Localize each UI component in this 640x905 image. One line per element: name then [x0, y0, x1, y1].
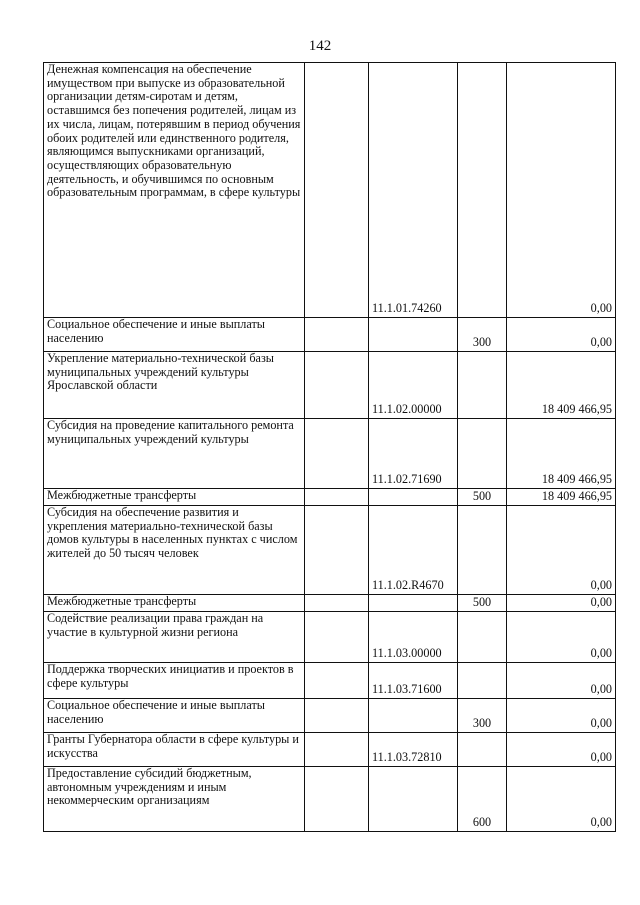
row-type — [458, 352, 507, 419]
row-code: 11.1.03.71600 — [369, 663, 458, 699]
row-dept — [305, 506, 369, 595]
table-row — [44, 595, 616, 612]
row-dept — [305, 595, 369, 612]
table-row — [44, 63, 616, 318]
row-amount: 0,00 — [507, 63, 616, 318]
row-dept — [305, 419, 369, 489]
row-amount: 18 409 466,95 — [507, 352, 616, 419]
row-type — [458, 612, 507, 663]
table-row — [44, 699, 616, 733]
row-name: Межбюджетные трансферты — [44, 595, 305, 612]
table-row — [44, 419, 616, 489]
row-name: Поддержка творческих инициатив и проектов в сфере культуры — [44, 663, 305, 699]
row-amount: 0,00 — [507, 733, 616, 767]
row-amount: 0,00 — [507, 663, 616, 699]
row-dept — [305, 663, 369, 699]
table-row — [44, 663, 616, 699]
row-code — [369, 595, 458, 612]
row-type — [458, 63, 507, 318]
row-name: Социальное обеспечение и иные выплаты населению — [44, 699, 305, 733]
row-dept — [305, 699, 369, 733]
page-number: 142 — [308, 38, 332, 54]
row-code — [369, 489, 458, 506]
row-amount: 0,00 — [507, 612, 616, 663]
row-code — [369, 767, 458, 832]
row-code: 11.1.02.R4670 — [369, 506, 458, 595]
row-dept — [305, 767, 369, 832]
row-code: 11.1.02.71690 — [369, 419, 458, 489]
row-amount: 18 409 466,95 — [507, 489, 616, 506]
row-type — [458, 733, 507, 767]
row-dept — [305, 489, 369, 506]
table-row — [44, 352, 616, 419]
table-row — [44, 489, 616, 506]
row-name: Гранты Губернатора области в сфере культуры и искусства — [44, 733, 305, 767]
row-amount: 0,00 — [507, 318, 616, 352]
table-row — [44, 767, 616, 832]
row-type: 600 — [458, 767, 507, 832]
row-type — [458, 419, 507, 489]
row-type: 300 — [458, 318, 507, 352]
row-amount: 0,00 — [507, 506, 616, 595]
row-type: 500 — [458, 595, 507, 612]
row-type: 300 — [458, 699, 507, 733]
row-amount: 0,00 — [507, 699, 616, 733]
row-dept — [305, 612, 369, 663]
row-name: Субсидия на проведение капитального ремонта муниципальных учреждений культуры — [44, 419, 305, 489]
row-amount: 0,00 — [507, 595, 616, 612]
row-type — [458, 663, 507, 699]
row-amount: 18 409 466,95 — [507, 419, 616, 489]
table-row — [44, 733, 616, 767]
row-name: Укрепление материально-технической базы муниципальных учреждений культуры Ярославской области — [44, 352, 305, 419]
row-dept — [305, 318, 369, 352]
row-code: 11.1.01.74260 — [369, 63, 458, 318]
row-name: Социальное обеспечение и иные выплаты населению — [44, 318, 305, 352]
row-code: 11.1.02.00000 — [369, 352, 458, 419]
row-name: Денежная компенсация на обеспечение имуществом при выпуске из образовательной организации детям-сиротам и детям, оставшимся без попечения родителей, лицам из их числа, лицам, потерявшим в период обучения обоих родителей или единственного родителя, являющимся выпускниками организаций, осуществляющих образовательную деятельность, и обучившимся по основным образовательным программам, в сфере культуры — [44, 63, 305, 318]
row-dept — [305, 352, 369, 419]
row-type: 500 — [458, 489, 507, 506]
row-dept — [305, 63, 369, 318]
row-code: 11.1.03.00000 — [369, 612, 458, 663]
row-type — [458, 506, 507, 595]
table-row — [44, 506, 616, 595]
budget-table — [43, 62, 616, 832]
row-name: Межбюджетные трансферты — [44, 489, 305, 506]
row-code — [369, 699, 458, 733]
table-row — [44, 612, 616, 663]
row-code: 11.1.03.72810 — [369, 733, 458, 767]
row-name: Предоставление субсидий бюджетным, автономным учреждениям и иным некоммерческим организациям — [44, 767, 305, 832]
table-row — [44, 318, 616, 352]
row-name: Субсидия на обеспечение развития и укрепления материально-технической базы домов культуры в населенных пунктах с числом жителей до 50 тысяч человек — [44, 506, 305, 595]
row-dept — [305, 733, 369, 767]
row-code — [369, 318, 458, 352]
row-name: Содействие реализации права граждан на участие в культурной жизни региона — [44, 612, 305, 663]
row-amount: 0,00 — [507, 767, 616, 832]
